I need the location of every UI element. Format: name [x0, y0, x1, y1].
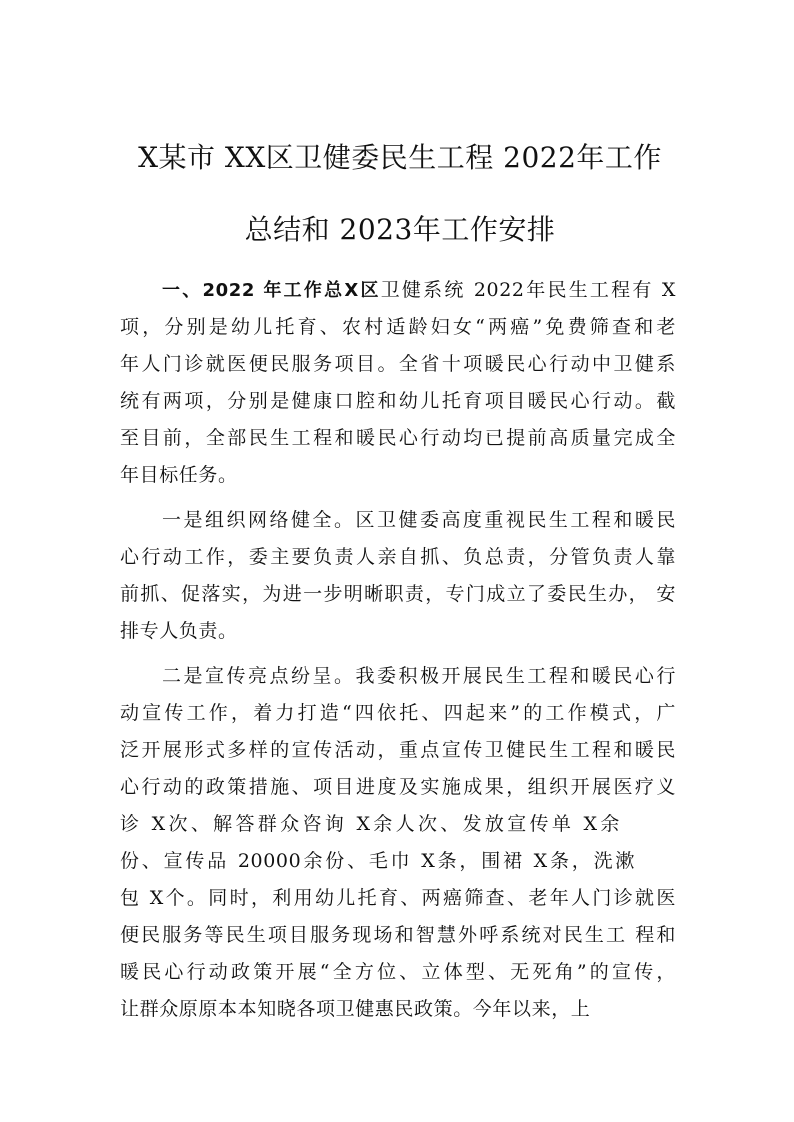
paragraph-line: 心行动工作，委主要负责人亲自抓、负总责，分管负责人靠 [120, 546, 676, 568]
paragraph-line: 卫健系统 2022年民生工程有 X [380, 279, 676, 301]
section-1-first-line [162, 276, 676, 305]
paragraph-line: 二是宣传亮点纷呈。我委积极开展民生工程和暖民心行 [162, 665, 676, 687]
paragraph-line: 便民服务等民生项目服务现场和智慧外呼系统对民生工 程和 [120, 924, 676, 946]
paragraph-line: 前抓、促落实，为进一步明晰职责，专门成立了委民生办， 安 [120, 583, 676, 605]
paragraph-line: 年人门诊就医便民服务项目。全省十项暖民心行动中卫健系 [120, 353, 676, 375]
paragraph-line: 泛开展形式多样的宣传活动，重点宣传卫健民生工程和暖民 [120, 739, 676, 761]
document-title-line-2: 总结和 2023年工作安排 [244, 213, 556, 246]
section-1-heading: 一、2022 年工作总X区 [162, 280, 381, 301]
paragraph-line: 项，分别是幼儿托育、农村适龄妇女“两癌”免费筛查和老 [120, 316, 676, 338]
paragraph-line: 让群众原原本本知晓各项卫健惠民政策。今年以来，上 [120, 998, 591, 1020]
paragraph-line: 诊 X次、解答群众咨询 X余人次、发放宣传单 X余 [120, 813, 620, 835]
paragraph-line: 暖民心行动政策开展“全方位、立体型、无死角”的宣传， [120, 961, 676, 983]
paragraph-line: 统有两项，分别是健康口腔和幼儿托育项目暖民心行动。截 [120, 390, 676, 412]
paragraph-line: 心行动的政策措施、项目进度及实施成果，组织开展医疗义 [120, 776, 676, 798]
paragraph-line: 至目前，全部民生工程和暖民心行动均已提前高质量完成全 [120, 427, 676, 449]
document-title-line-1: X某市 XX区卫健委民生工程 2022年工作 [138, 141, 662, 174]
paragraph-line: 份、宣传品 20000余份、毛巾 X条，围裙 X条，洗漱 [120, 850, 635, 872]
paragraph-line: 一是组织网络健全。区卫健委高度重视民生工程和暖民 [162, 509, 676, 531]
paragraph-line: 包 X个。同时，利用幼儿托育、两癌筛查、老年人门诊就医 [120, 887, 676, 909]
paragraph-line: 动宣传工作，着力打造“四依托、四起来”的工作模式，广 [120, 702, 676, 724]
paragraph-line: 排专人负责。 [120, 620, 238, 642]
paragraph-line: 年目标任务。 [120, 464, 238, 486]
